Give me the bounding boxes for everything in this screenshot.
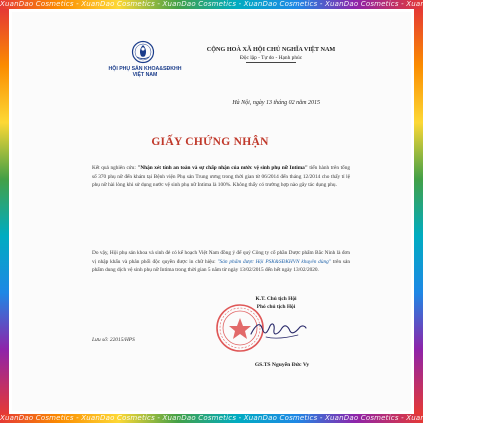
- issue-date: Hà Nội, ngày 13 tháng 02 năm 2015: [232, 100, 320, 106]
- watermark-bottom: XuanDao Cosmetics - XuanDao Cosmetics - XuanDao Cosmetics - XuanDao Cosmetics - XuanDao Cosmetics - XuanDao Cosmetics: [0, 414, 480, 422]
- motto-underline: [246, 62, 296, 63]
- signatory-line2: Phó chủ tịch Hội: [256, 303, 296, 310]
- p1-rest: tiến hành trên tổng số 370 phụ nữ đến khám tại Bệnh viện Phụ sản Trung ương trong thời gian từ 06/2014 đến tháng 12/2014 cho thấy tỉ lệ phụ nữ hài lòng khi sử dụng nước vệ sinh phụ nữ Intima là 100%. Không thấy có trường hợp nào gây tác dụng phụ.: [92, 165, 350, 189]
- p1-intro: Kết quả nghiên cứu:: [92, 165, 138, 171]
- national-title: CỘNG HOÀ XÃ HỘI CHỦ NGHĨA VIỆT NAM: [206, 46, 336, 53]
- p1-study-title: "Nhận xét tính an toàn và sự chấp nhận của nước vệ sinh phụ nữ Intima": [137, 165, 308, 171]
- association-name-line1: HỘI PHỤ SẢN KHOA&SĐKHH: [108, 66, 182, 72]
- decorative-border-left: [0, 9, 9, 414]
- archive-reference: Lưu số: 22015/HPS: [92, 337, 135, 343]
- association-name: [100, 66, 190, 78]
- p2-start: Do vậy, Hội phụ sản khoa và sinh đẻ có kế hoạch Việt Nam đồng ý để quý Công ty cổ phần Dược phẩm Bắc Ninh là đơn vị nhập khẩu và phân phối độc quyền được in chữ hiệu:: [92, 250, 350, 265]
- certificate-paper: [12, 12, 411, 411]
- p2-rest: trên sản phẩm dung dịch vệ sinh phụ nữ Intima trong thời gian 5 năm từ ngày 13/02/2015 đến hết ngày 13/02/2020.: [92, 258, 350, 274]
- watermark-top: XuanDao Cosmetics - XuanDao Cosmetics - XuanDao Cosmetics - XuanDao Cosmetics - XuanDao Cosmetics - XuanDao Cosmetics: [0, 0, 480, 8]
- association-logo: [130, 40, 156, 64]
- signer-name: GS.TS Nguyễn Đức Vy: [254, 362, 310, 368]
- national-motto: Độc lập - Tự do - Hạnh phúc: [239, 55, 303, 61]
- signatory-line1: K.T. Chủ tịch Hội: [255, 296, 297, 302]
- paragraph-approval: [92, 249, 350, 275]
- handwritten-signature: [248, 318, 308, 342]
- association-name-line2: VIỆT NAM: [132, 72, 158, 78]
- certificate-title: GIẤY CHỨNG NHẬN: [151, 136, 269, 148]
- decorative-border-right: [414, 9, 423, 414]
- paragraph-research-result: [92, 164, 350, 190]
- p2-slogan: "Sản phẩm được Hội PSK&SĐKHVN khuyên dùng": [217, 258, 332, 265]
